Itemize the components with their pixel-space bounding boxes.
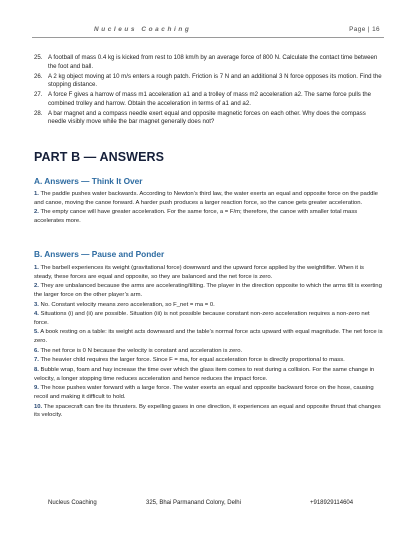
footer-name: Nucleus Coaching bbox=[48, 500, 97, 506]
answer-text: The spacecraft can fire its thrusters. By expelling gases in one direction, it experiences an equal and opposite thrust that changes its velocity. bbox=[34, 403, 381, 419]
answer-number: 1. bbox=[34, 191, 39, 197]
question-item bbox=[34, 91, 384, 108]
answer-number: 10. bbox=[34, 403, 43, 410]
question-item bbox=[34, 73, 384, 90]
answer-number: 2. bbox=[34, 209, 39, 216]
question-item bbox=[34, 110, 384, 127]
section-a-title: A. Answers — Think It Over bbox=[34, 176, 143, 186]
answer-text: Situations (i) and (ii) are possible. Situation (iii) is not possible because constant non-zero acceleration requires a non-zero net force. bbox=[34, 311, 370, 326]
answer-item bbox=[34, 403, 384, 420]
page-header bbox=[32, 26, 384, 40]
answer-text: Bubble wrap, foam and hay increase the time over which the glass item comes to rest during a collision. For the same change in velocity, a longer stopping time reduces acceleration and hence reduces the impact force. bbox=[34, 366, 375, 382]
question-list bbox=[34, 54, 384, 128]
page-footer bbox=[48, 500, 384, 510]
answer-item bbox=[34, 384, 384, 401]
answer-text: The empty canoe will have greater acceleration. For the same force, a = F/m; therefore, the canoe with smaller total mass accelerates more. bbox=[34, 209, 358, 224]
answer-number: 9. bbox=[34, 385, 39, 392]
answer-item bbox=[34, 356, 384, 365]
header-divider bbox=[32, 37, 384, 38]
section-a-answers bbox=[34, 190, 384, 227]
answer-item bbox=[34, 347, 384, 356]
answer-item bbox=[34, 328, 384, 345]
answer-number: 4. bbox=[34, 311, 39, 318]
answer-number: 3. bbox=[34, 301, 39, 308]
answer-text: A book resting on a table: its weight acts downward and the table’s normal force acts upward with equal magnitude. The net force is zero. bbox=[34, 329, 383, 345]
question-number: 26. bbox=[34, 72, 43, 80]
answer-text: The hose pushes water forward with a large force. The water exerts an equal and opposite backward force on the hose, causing recoil and making it difficult to hold. bbox=[34, 385, 374, 400]
answer-number: 5. bbox=[34, 329, 39, 336]
answer-item bbox=[34, 264, 384, 281]
question-text: A force F gives a harrow of mass m1 acceleration a1 and a trolley of mass m2 acceleration a2. The same force pulls the combined trolley and harrow. Obtain the acceleration in terms of a1 and a2. bbox=[48, 91, 372, 107]
question-item bbox=[34, 54, 384, 71]
question-text: A football of mass 0.4 kg is kicked from rest to 108 km/h by an average force of 800 N. Calculate the contact time between the foot and ball. bbox=[48, 54, 378, 70]
answer-number: 7. bbox=[34, 357, 39, 364]
answer-item bbox=[34, 301, 384, 310]
header-title: Nucleus Coaching bbox=[94, 26, 192, 33]
question-text: A 2 kg object moving at 10 m/s enters a rough patch. Friction is 7 N and an additional 3 N force opposes its motion. Find the stopping distance. bbox=[48, 72, 382, 89]
answer-text: They are unbalanced because the arms are accelerating/tilting. The player in the direction opposite to which the arms tilt is exerting the larger force on the other player’s arm. bbox=[34, 283, 382, 298]
answer-number: 8. bbox=[34, 366, 39, 373]
answer-text: No. Constant velocity means zero acceleration, so F_net = ma = 0. bbox=[38, 301, 215, 308]
question-number: 28. bbox=[34, 109, 43, 117]
part-title: PART B — ANSWERS bbox=[34, 150, 165, 164]
question-text: A bar magnet and a compass needle exert equal and opposite magnetic forces on each other. Why does the compass needle visibly move while the bar magnet generally does not? bbox=[48, 109, 366, 126]
answer-text: The net force is 0 N because the velocity is constant and acceleration is zero. bbox=[38, 347, 243, 354]
answer-text: The paddle pushes water backwards. According to Newton’s third law, the water exerts an equal and opposite force on the paddle and canoe, moving the canoe forward. A harder push produces a larger reaction force, so the canoe gets greater acceleration. bbox=[34, 191, 378, 206]
answer-item bbox=[34, 190, 384, 207]
footer-phone: +918929114604 bbox=[310, 500, 354, 506]
answer-number: 2. bbox=[34, 283, 39, 290]
question-number: 27. bbox=[34, 91, 43, 99]
question-number: 25. bbox=[34, 54, 43, 61]
answer-item bbox=[34, 366, 384, 383]
answer-item bbox=[34, 282, 384, 299]
answer-text: The barbell experiences its weight (gravitational force) downward and the upward force applied by the weightlifter. When it is steady, these forces are equal and opposite, so they are balanced and the net force is zero. bbox=[34, 265, 364, 280]
answer-number: 1. bbox=[34, 265, 39, 271]
section-b-answers bbox=[34, 264, 384, 421]
answer-item bbox=[34, 310, 384, 327]
answer-number: 6. bbox=[34, 347, 39, 354]
answer-item bbox=[34, 208, 384, 225]
section-b-title: B. Answers — Pause and Ponder bbox=[34, 249, 165, 259]
footer-address: 325, Bhai Parmanand Colony, Delhi bbox=[146, 500, 241, 506]
answer-text: The heavier child requires the larger force. Since F = ma, for equal acceleration force is directly proportional to mass. bbox=[38, 357, 345, 364]
page-number: Page | 16 bbox=[349, 26, 380, 33]
